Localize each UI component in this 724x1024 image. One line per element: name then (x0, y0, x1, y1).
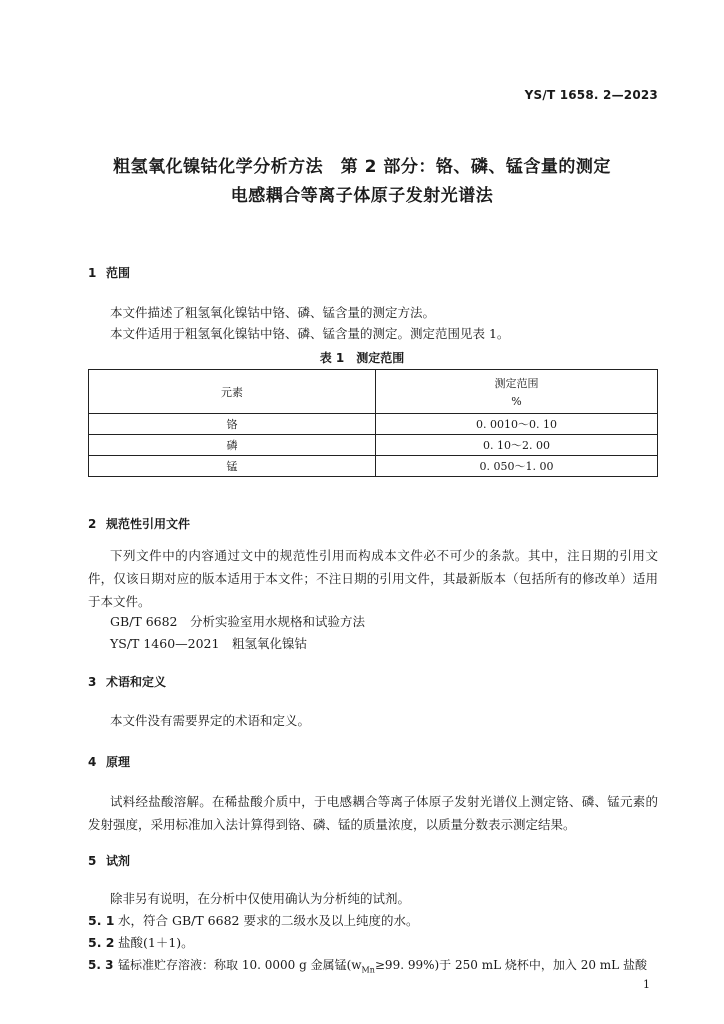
reagent-item (88, 956, 647, 974)
table-cell-element: 磷 (89, 435, 376, 456)
section-number: 3 (88, 675, 97, 689)
reagent-text: 水，符合 GB/T 6682 要求的二级水及以上纯度的水。 (118, 913, 419, 928)
table-header-row (89, 370, 658, 414)
section-5-paragraph: 除非另有说明，在分析中仅使用确认为分析纯的试剂。 (110, 891, 411, 906)
section-5-heading (88, 852, 130, 869)
section-title: 范围 (106, 266, 131, 280)
table-cell-range: 0. 10～2. 00 (376, 435, 658, 456)
reagent-number: 5. 2 (88, 935, 115, 950)
document-title-line-1: 粗氢氧化镍钴化学分析方法 第 2 部分：铬、磷、锰含量的测定 (113, 157, 611, 177)
table-cell-element: 锰 (89, 456, 376, 477)
section-3-paragraph: 本文件没有需要界定的术语和定义。 (110, 713, 311, 728)
table-header-element: 元素 (89, 370, 376, 414)
table-cell-element: 铬 (89, 414, 376, 435)
reagent-number: 5. 3 (88, 958, 114, 972)
document-title-line-2: 电感耦合等离子体原子发射光谱法 (230, 186, 494, 206)
normative-reference-1: GB/T 6682 分析实验室用水规格和试验方法 (110, 614, 366, 629)
reagent-text: 盐酸(1＋1)。 (118, 935, 194, 950)
reagent-item (88, 911, 418, 929)
table-cell-range: 0. 050～1. 00 (376, 456, 658, 477)
section-number: 5 (88, 854, 97, 868)
section-title: 规范性引用文件 (106, 517, 191, 531)
reagent-number: 5. 1 (88, 913, 115, 928)
table-header-range-unit: % (511, 395, 522, 408)
section-1-paragraph-1: 本文件描述了粗氢氧化镍钴中铬、磷、锰含量的测定方法。 (110, 305, 436, 320)
section-number: 2 (88, 517, 97, 531)
measurement-range-table (88, 369, 658, 477)
section-2-paragraph: 下列文件中的内容通过文中的规范性引用而构成本文件必不可少的条款。其中，注日期的引用文件，仅该日期对应的版本适用于本文件；不注日期的引用文件，其最新版本（包括所有的修改单）适用于本文件。 (88, 548, 658, 609)
table-header-range (376, 370, 658, 414)
reagent-text: 锰标准贮存溶液：称取 10. 0000 g 金属锰(w (118, 958, 362, 972)
section-title: 试剂 (106, 854, 131, 868)
section-4-heading (88, 753, 130, 770)
section-number: 1 (88, 266, 97, 280)
table-row (89, 414, 658, 435)
section-1-paragraph-2: 本文件适用于粗氢氧化镍钴中铬、磷、锰含量的测定。测定范围见表 1。 (110, 326, 510, 341)
section-1-heading (88, 264, 130, 281)
table-caption: 表 1 测定范围 (319, 351, 405, 365)
page-number: 1 (643, 978, 650, 991)
table-row (89, 456, 658, 477)
standard-code: YS/T 1658. 2—2023 (524, 88, 658, 102)
table-header-range-label: 测定范围 (494, 377, 539, 390)
reagent-text-continued: ≥99. 99%)于 250 mL 烧杯中，加入 20 mL 盐酸 (374, 958, 647, 972)
section-2-heading (88, 515, 190, 532)
table-row (89, 435, 658, 456)
section-number: 4 (88, 755, 97, 769)
reagent-item (88, 933, 194, 951)
normative-reference-2: YS/T 1460—2021 粗氢氧化镍钴 (110, 636, 307, 651)
section-4-paragraph: 试料经盐酸溶解。在稀盐酸介质中，于电感耦合等离子体原子发射光谱仪上测定铬、磷、锰元素的发射强度，采用标准加入法计算得到铬、磷、锰的质量浓度，以质量分数表示测定结果。 (88, 794, 658, 832)
table-cell-range: 0. 0010～0. 10 (376, 414, 658, 435)
section-title: 原理 (106, 755, 131, 769)
section-3-heading (88, 673, 166, 690)
section-title: 术语和定义 (106, 675, 167, 689)
reagent-subscript: Mn (361, 965, 375, 975)
